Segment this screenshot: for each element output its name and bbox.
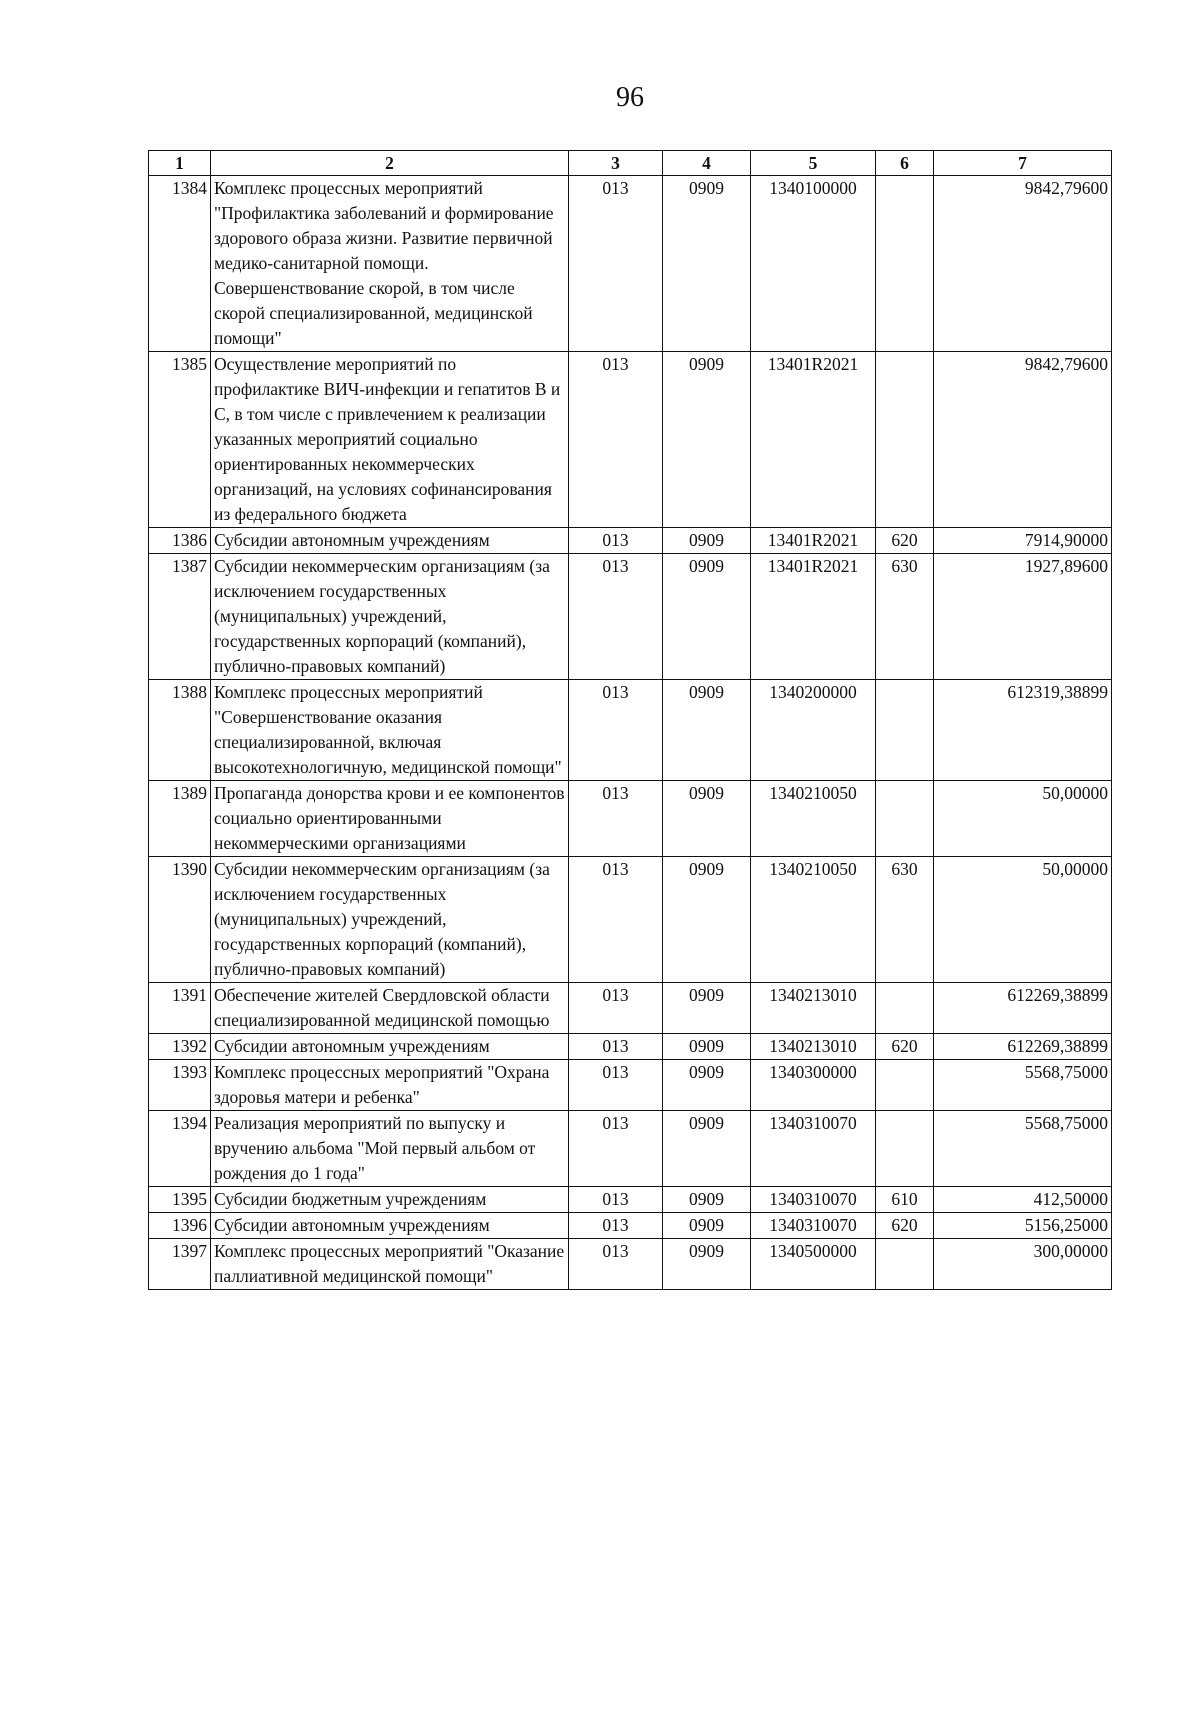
row-number: 1384 (149, 176, 211, 352)
ministry-code: 013 (569, 1239, 663, 1290)
header-row (149, 151, 1112, 176)
ministry-code: 013 (569, 554, 663, 680)
table-row (149, 1111, 1112, 1187)
row-number: 1385 (149, 352, 211, 528)
amount: 50,00000 (934, 857, 1112, 983)
table-row (149, 781, 1112, 857)
ministry-code: 013 (569, 1111, 663, 1187)
section-code: 0909 (663, 1213, 751, 1239)
target-article-code: 1340310070 (751, 1111, 876, 1187)
amount: 50,00000 (934, 781, 1112, 857)
amount: 612269,38899 (934, 983, 1112, 1034)
expense-type-code (876, 1239, 934, 1290)
amount: 5156,25000 (934, 1213, 1112, 1239)
table-row (149, 983, 1112, 1034)
table-row (149, 176, 1112, 352)
amount: 9842,79600 (934, 352, 1112, 528)
expense-type-code (876, 176, 934, 352)
table-row (149, 1187, 1112, 1213)
section-code: 0909 (663, 528, 751, 554)
row-name: Пропаганда донорства крови и ее компонентов социально ориентированными некоммерческими организациями (211, 781, 569, 857)
row-number: 1390 (149, 857, 211, 983)
expense-type-code: 620 (876, 528, 934, 554)
row-number: 1387 (149, 554, 211, 680)
ministry-code: 013 (569, 1213, 663, 1239)
column-header-7: 7 (934, 151, 1112, 176)
target-article-code: 1340213010 (751, 1034, 876, 1060)
target-article-code: 13401R2021 (751, 554, 876, 680)
table-row (149, 554, 1112, 680)
row-number: 1388 (149, 680, 211, 781)
row-number: 1393 (149, 1060, 211, 1111)
amount: 9842,79600 (934, 176, 1112, 352)
row-number: 1389 (149, 781, 211, 857)
row-number: 1391 (149, 983, 211, 1034)
section-code: 0909 (663, 1239, 751, 1290)
expense-type-code (876, 680, 934, 781)
table-row (149, 528, 1112, 554)
amount: 612269,38899 (934, 1034, 1112, 1060)
row-name: Субсидии автономным учреждениям (211, 528, 569, 554)
expense-type-code (876, 781, 934, 857)
budget-table (148, 150, 1112, 1290)
row-name: Субсидии автономным учреждениям (211, 1034, 569, 1060)
expense-type-code (876, 1111, 934, 1187)
column-header-5: 5 (751, 151, 876, 176)
target-article-code: 1340500000 (751, 1239, 876, 1290)
table-header (149, 151, 1112, 176)
row-name: Комплекс процессных мероприятий "Совершенствование оказания специализированной, включая высокотехнологичную, медицинской помощи" (211, 680, 569, 781)
section-code: 0909 (663, 352, 751, 528)
target-article-code: 13401R2021 (751, 528, 876, 554)
section-code: 0909 (663, 781, 751, 857)
expense-type-code: 620 (876, 1034, 934, 1060)
row-name: Реализация мероприятий по выпуску и вручению альбома "Мой первый альбом от рождения до 1 года" (211, 1111, 569, 1187)
ministry-code: 013 (569, 857, 663, 983)
table-row (149, 680, 1112, 781)
section-code: 0909 (663, 554, 751, 680)
row-name: Комплекс процессных мероприятий "Охрана здоровья матери и ребенка" (211, 1060, 569, 1111)
expense-type-code (876, 352, 934, 528)
row-number: 1394 (149, 1111, 211, 1187)
target-article-code: 13401R2021 (751, 352, 876, 528)
amount: 7914,90000 (934, 528, 1112, 554)
ministry-code: 013 (569, 352, 663, 528)
column-header-6: 6 (876, 151, 934, 176)
row-name: Обеспечение жителей Свердловской области специализированной медицинской помощью (211, 983, 569, 1034)
column-header-4: 4 (663, 151, 751, 176)
ministry-code: 013 (569, 983, 663, 1034)
ministry-code: 013 (569, 176, 663, 352)
column-header-1: 1 (149, 151, 211, 176)
row-number: 1395 (149, 1187, 211, 1213)
target-article-code: 1340310070 (751, 1187, 876, 1213)
row-number: 1397 (149, 1239, 211, 1290)
table-row (149, 857, 1112, 983)
row-name: Комплекс процессных мероприятий "Профилактика заболеваний и формирование здорового образа жизни. Развитие первичной медико-санитарной помощи. Совершенствование скорой, в том числе скорой специализированной, медицинской помощи" (211, 176, 569, 352)
expense-type-code (876, 1060, 934, 1111)
target-article-code: 1340200000 (751, 680, 876, 781)
row-name: Субсидии некоммерческим организациям (за исключением государственных (муниципальных) учреждений, государственных корпораций (компаний), публично-правовых компаний) (211, 857, 569, 983)
expense-type-code: 620 (876, 1213, 934, 1239)
amount: 1927,89600 (934, 554, 1112, 680)
expense-type-code: 610 (876, 1187, 934, 1213)
section-code: 0909 (663, 983, 751, 1034)
section-code: 0909 (663, 1034, 751, 1060)
table-row (149, 1034, 1112, 1060)
section-code: 0909 (663, 680, 751, 781)
section-code: 0909 (663, 1111, 751, 1187)
target-article-code: 1340100000 (751, 176, 876, 352)
row-name: Субсидии бюджетным учреждениям (211, 1187, 569, 1213)
amount: 412,50000 (934, 1187, 1112, 1213)
target-article-code: 1340210050 (751, 857, 876, 983)
row-number: 1392 (149, 1034, 211, 1060)
row-name: Субсидии некоммерческим организациям (за исключением государственных (муниципальных) учреждений, государственных корпораций (компаний), публично-правовых компаний) (211, 554, 569, 680)
target-article-code: 1340210050 (751, 781, 876, 857)
target-article-code: 1340213010 (751, 983, 876, 1034)
row-name: Субсидии автономным учреждениям (211, 1213, 569, 1239)
expense-type-code (876, 983, 934, 1034)
ministry-code: 013 (569, 528, 663, 554)
target-article-code: 1340300000 (751, 1060, 876, 1111)
row-name: Комплекс процессных мероприятий "Оказание паллиативной медицинской помощи" (211, 1239, 569, 1290)
ministry-code: 013 (569, 1187, 663, 1213)
row-number: 1396 (149, 1213, 211, 1239)
table-row (149, 352, 1112, 528)
section-code: 0909 (663, 1187, 751, 1213)
expense-type-code: 630 (876, 857, 934, 983)
amount: 300,00000 (934, 1239, 1112, 1290)
target-article-code: 1340310070 (751, 1213, 876, 1239)
ministry-code: 013 (569, 1034, 663, 1060)
amount: 5568,75000 (934, 1111, 1112, 1187)
column-header-2: 2 (211, 151, 569, 176)
ministry-code: 013 (569, 1060, 663, 1111)
row-name: Осуществление мероприятий по профилактике ВИЧ-инфекции и гепатитов В и С, в том числе с привлечением к реализации указанных мероприятий социально ориентированных некоммерческих организаций, на условиях софинансирования из федерального бюджета (211, 352, 569, 528)
amount: 5568,75000 (934, 1060, 1112, 1111)
ministry-code: 013 (569, 680, 663, 781)
column-header-3: 3 (569, 151, 663, 176)
section-code: 0909 (663, 857, 751, 983)
amount: 612319,38899 (934, 680, 1112, 781)
row-number: 1386 (149, 528, 211, 554)
ministry-code: 013 (569, 781, 663, 857)
table-row (149, 1213, 1112, 1239)
expense-type-code: 630 (876, 554, 934, 680)
table-row (149, 1239, 1112, 1290)
section-code: 0909 (663, 1060, 751, 1111)
table-row (149, 1060, 1112, 1111)
section-code: 0909 (663, 176, 751, 352)
page-number: 96 (616, 82, 644, 113)
table-body (149, 176, 1112, 1290)
